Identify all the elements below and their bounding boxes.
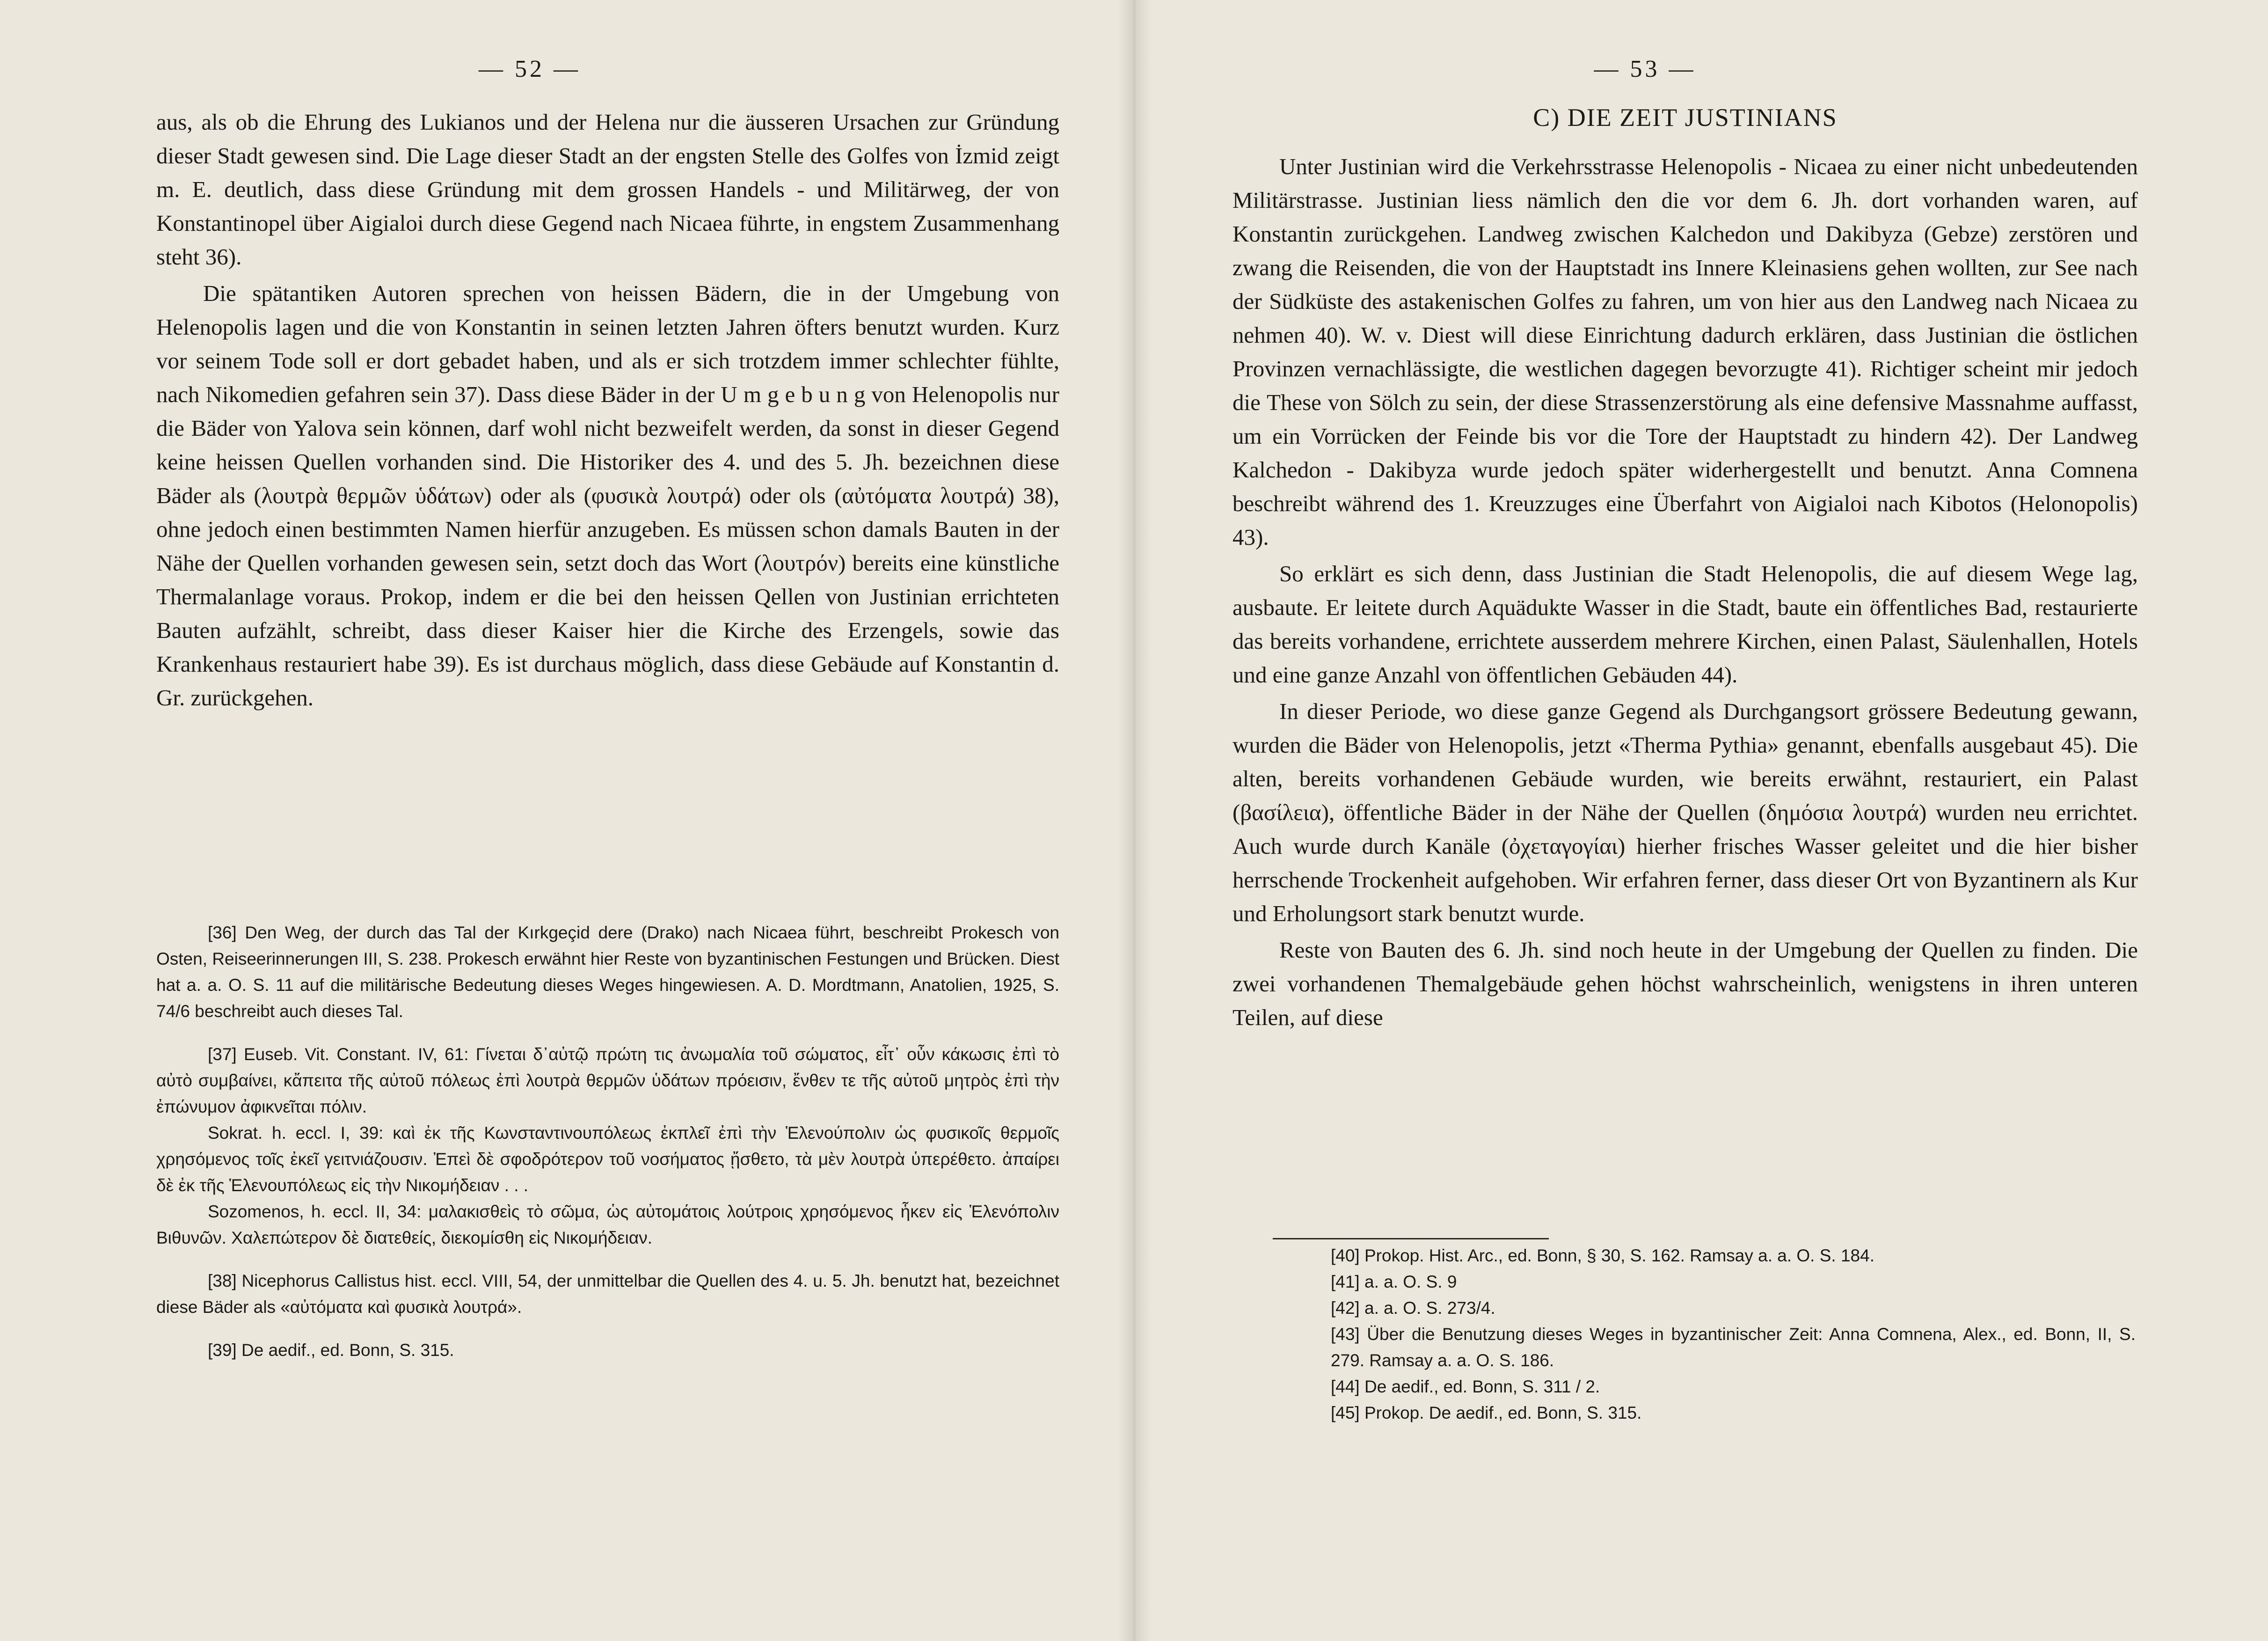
footnote-43: [43] Über die Benutzung dieses Weges in byzantinischer Zeit: Anna Comnena, Alex., ed. Bonn, II, S. 279. Ramsay a. a. O. S. 186. xyxy=(1331,1325,2136,1370)
paragraph: So erklärt es sich denn, dass Justinian die Stadt Helenopolis, die auf diesem Wege lag, ausbaute. Er leitete durch Aquädukte Wasser in die Stadt, baute ein öffentliches Bad, restaurierte das bereits vorhandene, errichtete ausserdem mehrere Kirchen, einen Palast, Säulenhallen, Hotels und eine ganze Anzahl von öffentlichen Gebäuden 44). xyxy=(1232,561,2138,688)
page-number: — 53 — xyxy=(1594,56,1696,82)
page-number: — 52 — xyxy=(479,56,581,82)
paragraph: Die spätantiken Autoren sprechen von heissen Bädern, die in der Umgebung von Helenopolis lagen und die von Konstantin in seinen letzten Jahren öfters benutzt wurden. Kurz vor seinem Tode soll er dort gebadet haben, und als er sich trotzdem immer schlechter fühlte, nach Nikomedien gefahren sein 37). Dass diese Bäder in der U m g e b u n g von Helenopolis nur die Bäder von Yalova sein können, darf wohl nicht bezweifelt werden, da sonst in dieser Gegend keine heissen Quellen vorhanden sind. Die Historiker des 4. und des 5. Jh. bezeichnen diese Bäder als (λουτρὰ θερμῶν ὑδάτων) oder als (φυσικὰ λουτρά) oder ols (αὐτόματα λουτρά) 38), ohne jedoch einen bestimmten Namen hierfür anzugeben. Es müssen schon damals Bauten in der Nähe der Quellen vorhanden gewesen sein, setzt doch das Wort (λουτρόν) bereits eine künstliche Thermalanlage voraus. Prokop, indem er die bei den heissen Qellen von Justinian errichteten Bauten aufzählt, schreibt, dass dieser Kaiser hier die Kirche des Erzengels, sowie das Krankenhaus restauriert habe 39). Es ist durchaus möglich, dass diese Gebäude auf Konstantin d. Gr. zurückgehen. xyxy=(156,280,1059,711)
footnote-44: [44] De aedif., ed. Bonn, S. 311 / 2. xyxy=(1331,1377,1600,1396)
section-heading: C) DIE ZEIT JUSTINIANS xyxy=(1533,103,1838,132)
book-gutter xyxy=(1118,0,1151,1641)
footnote-37 xyxy=(156,1041,1059,1251)
footnote-41: [41] a. a. O. S. 9 xyxy=(1331,1272,1457,1291)
paragraph: aus, als ob die Ehrung des Lukianos und der Helena nur die äusseren Ursachen zur Gründung dieser Stadt gewesen sind. Die Lage dieser Stadt an der engsten Stelle des Golfes von İzmid zeigt m. E. deutlich, dass diese Gründung mit dem grossen Handels - und Militärweg, der von Konstantinopel über Aigialoi durch diese Gegend nach Nicaea führte, in engstem Zusammenhang steht 36). xyxy=(156,109,1059,270)
paragraph: In dieser Periode, wo diese ganze Gegend als Durchgangsort grössere Bedeutung gewann, wurden die Bäder von Helenopolis, jetzt «Therma Pythia» genannt, ebenfalls ausgebaut 45). Die alten, bereits vorhandenen Gebäude wurden, wie bereits erwähnt, restauriert, ein Palast (βασίλεια), öffentliche Bäder in der Nähe der Quellen (δημόσια λουτρά) wurden neu errichtet. Auch wurde durch Kanäle (ὀχεταγογίαι) hierher frisches Wasser geleitet und die hier bisher herrschende Trockenheit aufgehoben. Wir erfahren ferner, dass dieser Ort von Byzantinern als Kur und Erholungsort stark benutzt wurde. xyxy=(1232,698,2138,926)
footnote-40: [40] Prokop. Hist. Arc., ed. Bonn, § 30, S. 162. Ramsay a. a. O. S. 184. xyxy=(1331,1246,1874,1265)
footnote-42: [42] a. a. O. S. 273/4. xyxy=(1331,1298,1495,1318)
footnotes xyxy=(1331,1243,2136,1426)
footnote-45: [45] Prokop. De aedif., ed. Bonn, S. 315. xyxy=(1331,1403,1642,1422)
paragraph: Reste von Bauten des 6. Jh. sind noch heute in der Umgebung der Quellen zu finden. Die zwei vorhandenen Themalgebäude gehen höchst wahrscheinlich, wenigstens in ihren unteren Teilen, auf diese xyxy=(1232,937,2138,1030)
right-page xyxy=(1134,0,2268,1641)
footnote-39: [39] De aedif., ed. Bonn, S. 315. xyxy=(208,1341,454,1360)
footnote-36: [36] Den Weg, der durch das Tal der Kırkgeçid dere (Drako) nach Nicaea führt, beschreibt Prokesch von Osten, Reiseerinnerungen III, S. 238. Prokesch erwähnt hier Reste von byzantinischen Festungen und Brücken. Diest hat a. a. O. S. 11 auf die militärische Bedeutung dieses Weges hingewiesen. A. D. Mordtmann, Anatolien, 1925, S. 74/6 beschreibt auch dieses Tal. xyxy=(156,923,1059,1021)
footnote-37-sokrat: Sokrat. h. eccl. I, 39: καὶ ἐκ τῆς Κωνσταντινουπόλεως ἐκπλεῖ ἐπὶ τὴν Ἑλενούπολιν ὡς φυσικοῖς θερμοῖς χρησόμενος τοῖς ἐκεῖ γειτνιάζουσιν. Ἐπεὶ δὲ σφοδρότερον τοῦ νοσήματος ᾔσθετο, τὰ μὲν λουτρὰ ὑπερέθετο. ἀπαίρει δὲ ἐκ τῆς Ἑλενουπόλεως εἰς τὴν Νικομήδειαν . . . xyxy=(156,1123,1059,1195)
footnotes xyxy=(156,920,1059,1363)
footnote-37-euseb: [37] Euseb. Vit. Constant. IV, 61: Γίνεται δ᾽αὐτῷ πρώτη τις ἀνωμαλία τοῦ σώματος, εἶτ᾽ οὖν κάκωσις ἐπὶ τὸ αὐτὸ συμβαίνει, κἄπειτα τῆς αὐτοῦ πόλεως ἐπὶ λουτρὰ θερμῶν ὑδάτων πρόεισιν, ἔνθεν τε τῆς αὐτοῦ μητρὸς ἐπὶ τὴν ἐπώνυμον ἀφικνεῖται πόλιν. xyxy=(156,1045,1059,1116)
main-text xyxy=(156,105,1059,715)
main-text xyxy=(1232,150,2138,1034)
footnote-38: [38] Nicephorus Callistus hist. eccl. VIII, 54, der unmittelbar die Quellen des 4. u. 5. Jh. benutzt hat, bezeichnet diese Bäder als «αὐτόματα καὶ φυσικὰ λουτρά». xyxy=(156,1271,1059,1317)
footnote-rule xyxy=(1273,1238,1549,1239)
footnote-37-sozomenos: Sozomenos, h. eccl. II, 34: μαλακισθεὶς τὸ σῶμα, ὡς αὐτομάτοις λούτροις χρησόμενος ἧκεν εἰς Ἑλενόπολιν Βιθυνῶν. Χαλεπώτερον δὲ διατεθείς, διεκομίσθη εἰς Νικομήδειαν. xyxy=(156,1202,1059,1247)
paragraph: Unter Justinian wird die Verkehrsstrasse Helenopolis - Nicaea zu einer nicht unbedeutenden Militärstrasse. Justinian liess nämlich den die vor dem 6. Jh. dort vorhanden waren, auf Konstantin zurückgehen. Landweg zwischen Kalchedon und Dakibyza (Gebze) zerstören und zwang die Reisenden, die von der Hauptstadt ins Innere Kleinasiens gehen wollten, zur See nach der Südküste des astakenischen Golfes zu fahren, um von hier aus den Landweg nach Nicaea zu nehmen 40). W. v. Diest will diese Einrichtung dadurch erklären, dass Justinian die östlichen Provinzen vernachlässigte, die westlichen dagegen bevorzugte 41). Richtiger scheint mir jedoch die These von Sölch zu sein, der diese Strassenzerstörung als eine defensive Massnahme auffasst, um ein Vorrücken der Feinde bis vor die Tore der Hauptstadt zu hindern 42). Der Landweg Kalchedon - Dakibyza wurde jedoch später widerhergestellt und benutzt. Anna Comnena beschreibt während des 1. Kreuzzuges eine Überfahrt von Aigialoi nach Kibotos (Helonopolis) 43). xyxy=(1232,154,2138,550)
